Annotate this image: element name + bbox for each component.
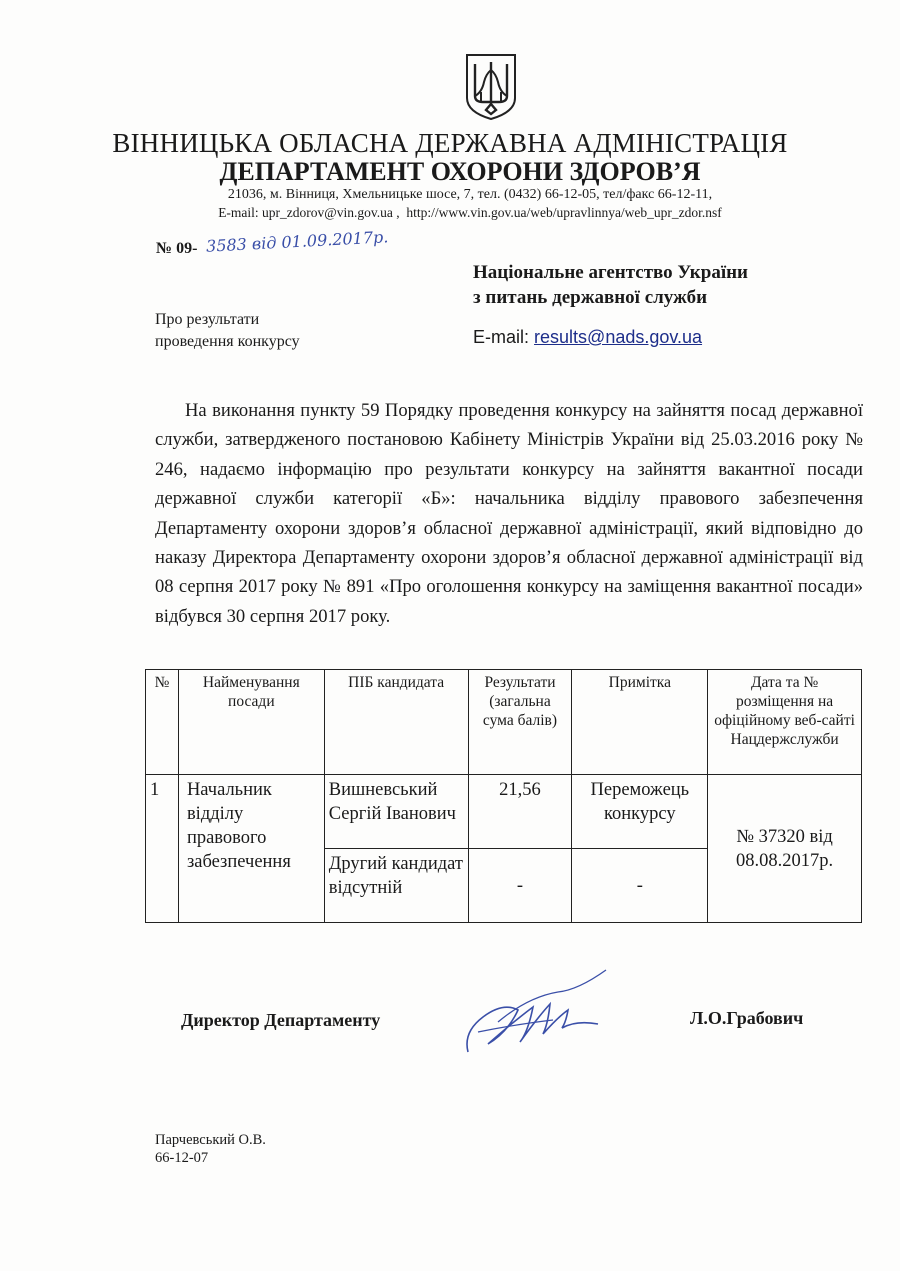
table-row [146,775,862,849]
header-num: № [146,670,179,775]
contact-line [0,205,900,221]
cell-num: 1 [146,775,179,923]
cell-position: Начальник відділу правового забезпечення [178,775,324,923]
table-header-row [146,670,862,775]
executor-name: Парчевський О.В. [155,1132,266,1148]
registration-prefix: № 09- [156,240,198,257]
subject-line1: Про результати [155,311,260,328]
cell-result1: 21,56 [468,775,572,849]
cell-candidate2: Другий кандидат відсутній [324,849,468,923]
header-date: Дата та № розміщення на офіційному веб-сайті Нацдержслужби [708,670,862,775]
cell-candidate1: Вишневський Сергій Іванович [324,775,468,849]
recipient-line2: з питань державної служби [473,287,708,308]
subject-line2: проведення конкурсу [155,333,300,350]
cell-note2: - [572,849,708,923]
recipient-email [473,327,702,348]
contact-email: E-mail: upr_zdorov@vin.gov.ua , [218,205,400,220]
executor-phone: 66-12-07 [155,1150,209,1166]
subject-block [155,309,300,353]
coat-of-arms-icon [464,52,518,122]
results-table [145,669,862,923]
signer-title: Директор Департаменту [181,1010,381,1030]
cell-result2: - [468,849,572,923]
department-title: ДЕПАРТАМЕНТ ОХОРОНИ ЗДОРОВ’Я [219,157,701,186]
registration-handwritten: 3583 від 01.09.2017р. [205,227,389,256]
header-position: Найменування посади [178,670,324,775]
executor-block [155,1131,266,1167]
header-name: ПІБ кандидата [324,670,468,775]
recipient-block [473,260,748,310]
address-line: 21036, м. Вінниця, Хмельницьке шосе, 7, тел. (0432) 66-12-05, тел/факс 66-12-11, [227,187,713,202]
recipient-line1: Національне агентство України [473,262,748,283]
handwritten-signature [458,962,618,1062]
cell-note1: Переможець конкурсу [572,775,708,849]
header-result: Результати (загальна сума балів) [468,670,572,775]
contact-website[interactable]: http://www.vin.gov.ua/web/upravlinnya/web_upr_zdor.nsf [406,205,722,220]
signer-name: Л.О.Грабович [690,1008,804,1028]
email-link[interactable]: results@nads.gov.ua [534,327,703,347]
email-label: E-mail: [473,327,530,347]
org-title: ВІННИЦЬКА ОБЛАСНА ДЕРЖАВНА АДМІНІСТРАЦІЯ [112,128,788,158]
cell-date: № 37320 від 08.08.2017р. [708,775,862,923]
header-note: Примітка [572,670,708,775]
body-paragraph: На виконання пункту 59 Порядку проведення конкурсу на зайняття посад державної служби, затвердженого постановою Кабінету Міністрів України від 25.03.2016 року № 246, надаємо інформацію про результати конкурсу на зайняття вакантної посади державної служби категорії «Б»: начальника відділу правового забезпечення Департаменту охорони здоров’я обласної державної адміністрації, який відповідно до наказу Директора Департаменту охорони здоров’я обласної державної адміністрації від 08 серпня 2017 року № 891 «Про оголошення конкурсу на заміщення вакантної посади» відбувся 30 серпня 2017 року. [155,400,863,627]
